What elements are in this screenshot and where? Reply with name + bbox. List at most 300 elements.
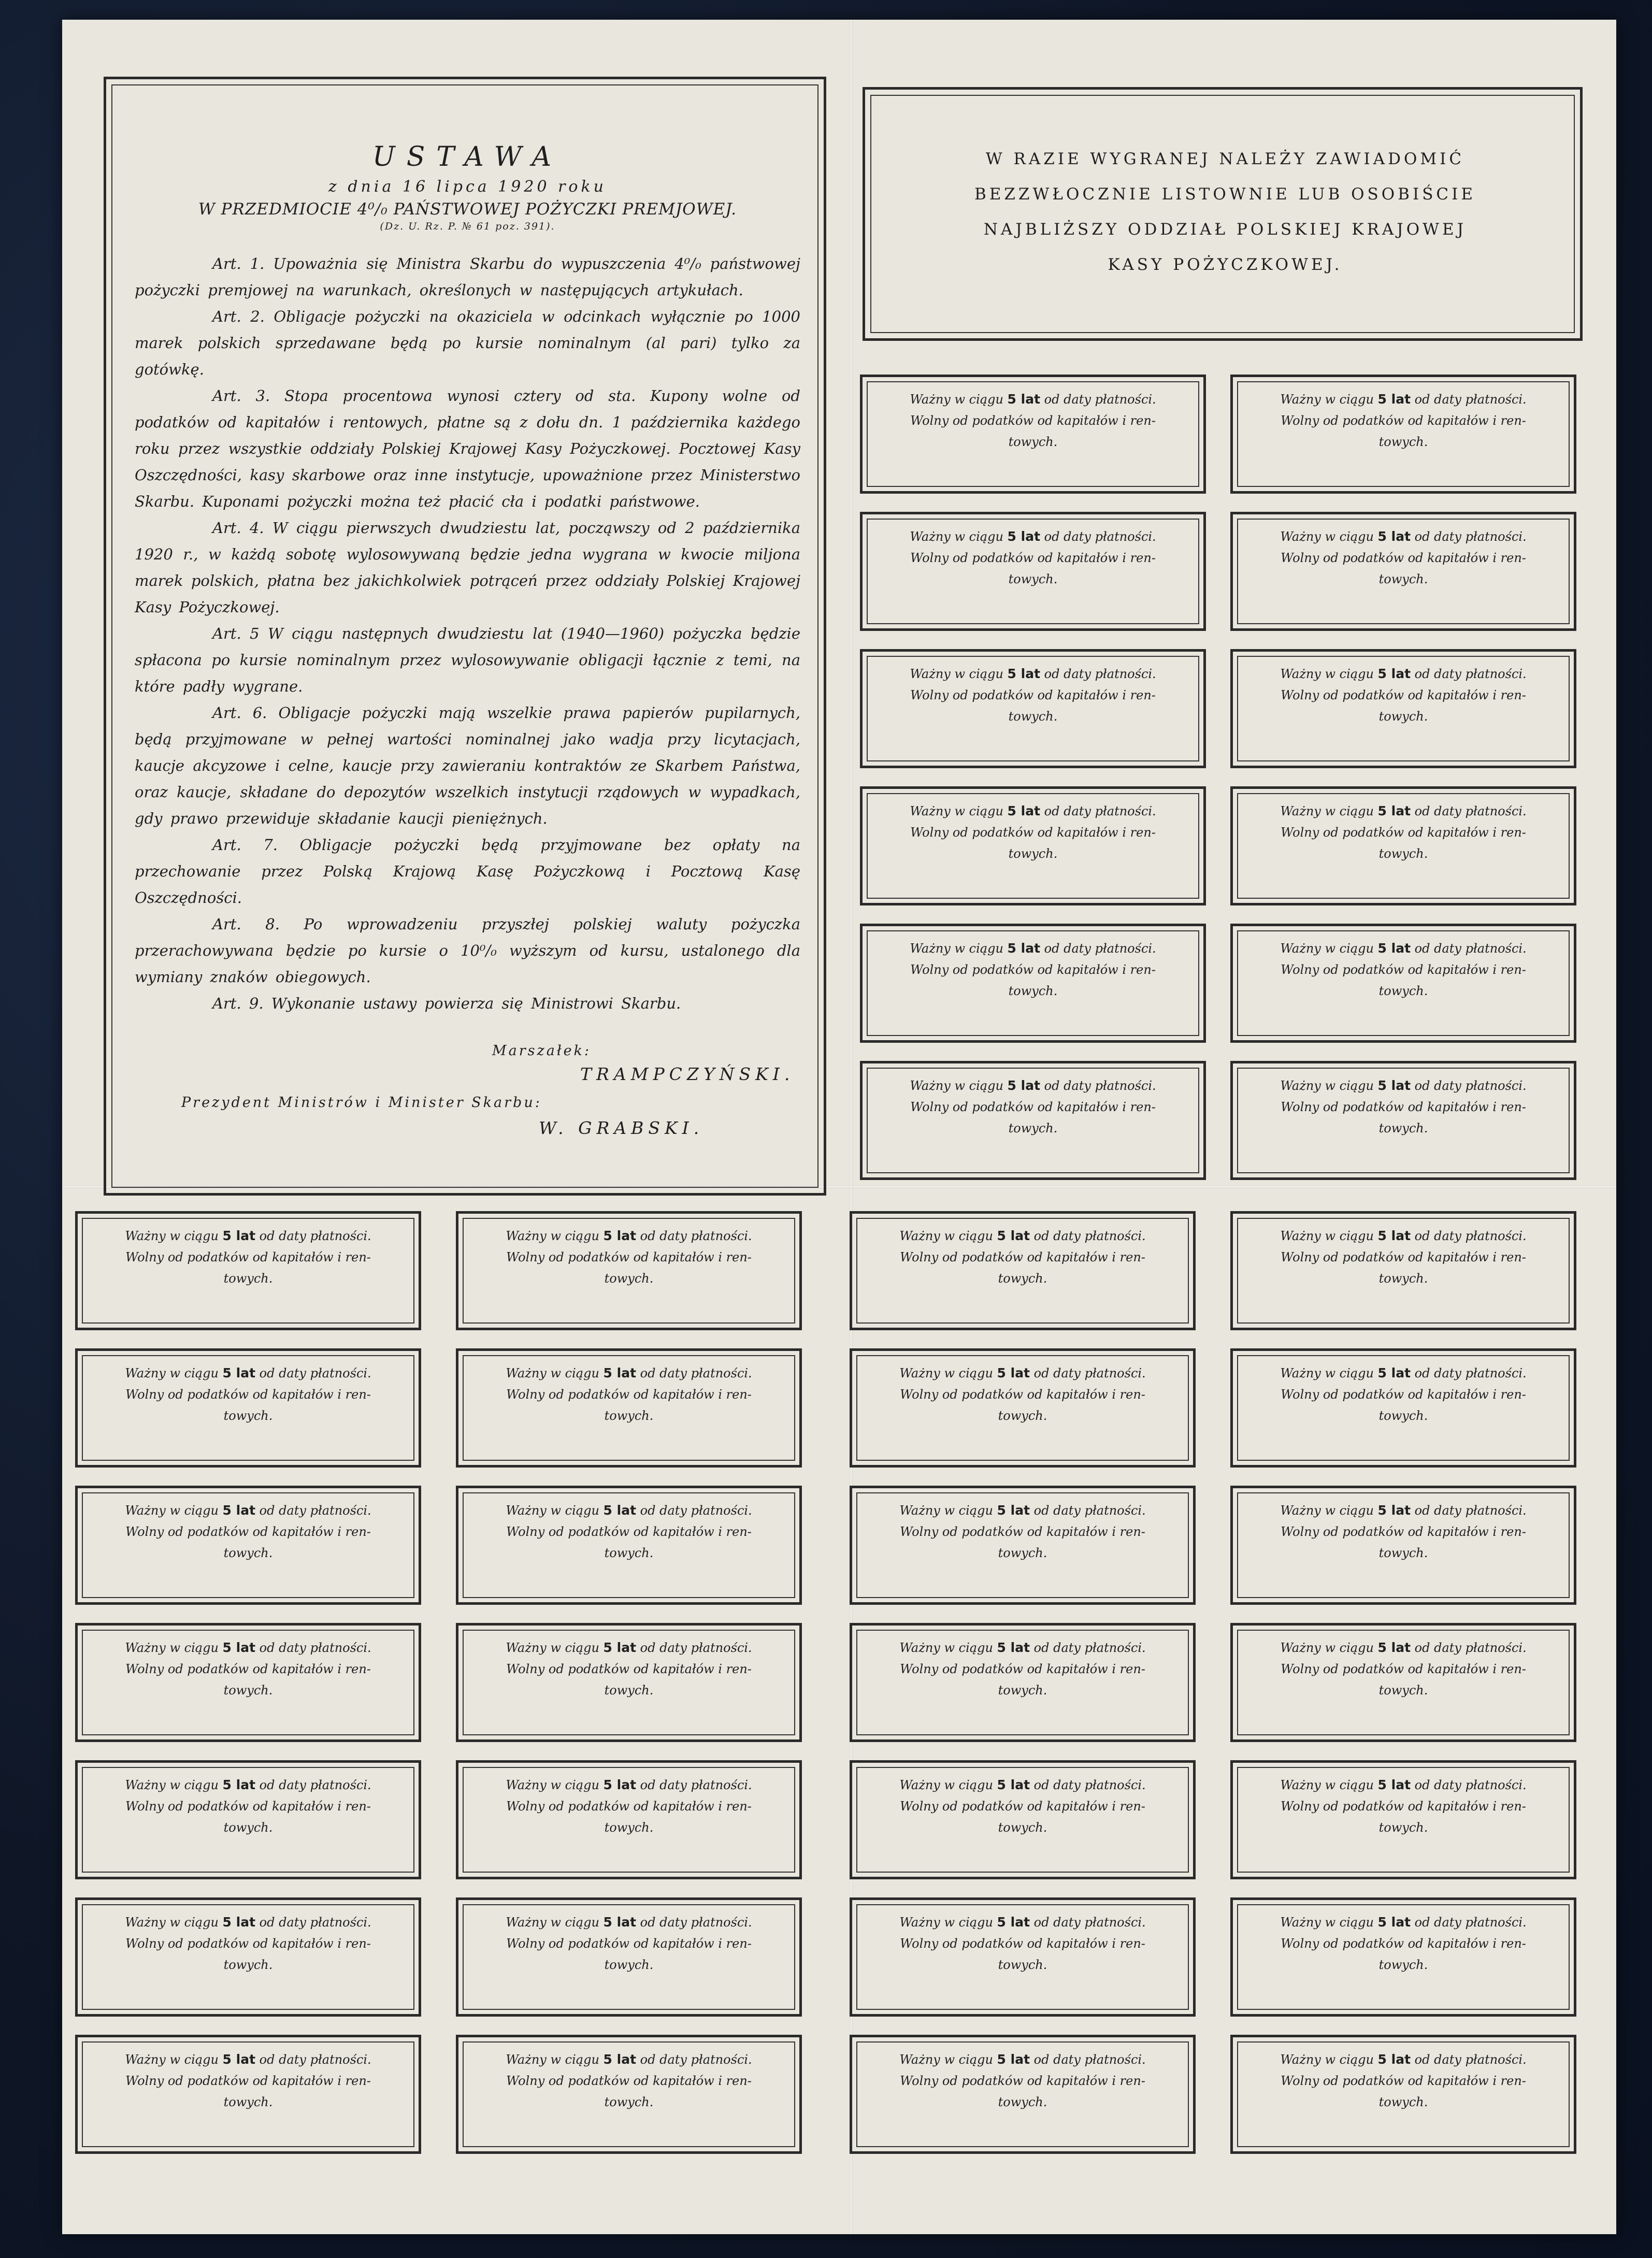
coupon-validity-years: 5 lat [603, 1365, 637, 1380]
coupon-bottom-r1-c2 [456, 1211, 802, 1330]
coupon-text [860, 1637, 1185, 1701]
coupon-validity-prefix: Ważny w ciągu [1280, 529, 1378, 544]
coupon-text [871, 389, 1195, 453]
coupon-validity-years: 5 lat [1377, 803, 1411, 818]
coupon-line-1 [86, 1500, 410, 1521]
coupon-line-3: towych. [1008, 984, 1058, 998]
coupon-validity-prefix: Ważny w ciągu [899, 1503, 997, 1518]
coupon-text [860, 1225, 1185, 1289]
coupon-line-1 [860, 1774, 1185, 1796]
coupon-line-1 [860, 1362, 1185, 1384]
coupon-line-2: Wolny od podatków od kapitałów i ren- [506, 1662, 752, 1676]
coupon-validity-years: 5 lat [222, 1640, 256, 1655]
coupon-line-2: Wolny od podatków od kapitałów i ren- [1281, 825, 1526, 840]
coupon-line-2: Wolny od podatków od kapitałów i ren- [506, 1799, 752, 1814]
coupon-validity-suffix: od daty płatności. [1030, 1778, 1146, 1792]
coupon-bottom-r6-c1 [75, 1897, 421, 2017]
coupon-line-3: towych. [1378, 1546, 1428, 1560]
coupon-line-1 [467, 1225, 791, 1247]
coupon-text [86, 1225, 410, 1289]
coupon-bottom-r3-c4 [1230, 1486, 1576, 1605]
coupon-line-2: Wolny od podatków od kapitałów i ren- [1281, 2074, 1526, 2088]
coupon-validity-prefix: Ważny w ciągu [125, 1641, 223, 1655]
coupon-line-2: Wolny od podatków od kapitałów i ren- [506, 1250, 752, 1264]
coupon-validity-years: 5 lat [1377, 1365, 1411, 1380]
coupon-validity-years: 5 lat [997, 2052, 1030, 2067]
coupon-line-1 [1241, 389, 1565, 410]
coupon-line-3: towych. [223, 1546, 273, 1560]
coupon-validity-suffix: od daty płatności. [636, 1503, 752, 1518]
coupon-text [86, 1774, 410, 1838]
coupon-validity-years: 5 lat [603, 1915, 637, 1930]
coupon-line-2: Wolny od podatków od kapitałów i ren- [1281, 1524, 1526, 1539]
coupon-line-1 [1241, 800, 1565, 822]
coupon-validity-suffix: od daty płatności. [1411, 941, 1527, 956]
coupon-validity-suffix: od daty płatności. [1030, 1229, 1146, 1243]
coupon-text [871, 663, 1195, 727]
coupon-validity-prefix: Ważny w ciągu [1280, 392, 1378, 407]
coupon-bottom-r2-c4 [1230, 1348, 1576, 1468]
coupon-line-2: Wolny od podatków od kapitałów i ren- [1281, 1662, 1526, 1676]
signature-name-minister: W. GRABSKI. [539, 1118, 704, 1138]
coupon-validity-years: 5 lat [1377, 1777, 1411, 1792]
coupon-validity-years: 5 lat [1007, 392, 1041, 407]
coupon-text [860, 1362, 1185, 1427]
coupon-validity-prefix: Ważny w ciągu [899, 1915, 997, 1930]
coupon-line-3: towych. [604, 1683, 654, 1698]
coupon-text [467, 1637, 791, 1701]
coupon-text [1241, 1911, 1565, 1976]
coupon-line-3: towych. [1008, 1121, 1058, 1135]
coupon-text [1241, 1500, 1565, 1564]
coupon-line-3: towych. [1008, 846, 1058, 861]
coupon-line-1 [1241, 1500, 1565, 1521]
coupon-text [1241, 2049, 1565, 2113]
coupon-top-r6-c4 [1230, 1061, 1576, 1180]
coupon-validity-years: 5 lat [1377, 529, 1411, 544]
coupon-text [86, 1911, 410, 1976]
coupon-bottom-r2-c3 [850, 1348, 1196, 1468]
coupon-validity-years: 5 lat [997, 1777, 1030, 1792]
coupon-bottom-r7-c4 [1230, 2035, 1576, 2154]
coupon-line-1 [467, 2049, 791, 2070]
coupon-line-3: towych. [998, 1546, 1047, 1560]
coupon-validity-prefix: Ważny w ciągu [1280, 804, 1378, 818]
coupon-validity-years: 5 lat [603, 1503, 637, 1518]
coupon-line-1 [871, 526, 1195, 548]
coupon-line-3: towych. [998, 1958, 1047, 1972]
signatures [135, 1043, 800, 1138]
article-2: Art. 2. Obligacje pożyczki na okaziciela w odcinkach wyłącznie po 1000 marek polskich sprzedawane będą po kursie nominalnym (al pari) tylko za gotówkę. [135, 308, 800, 378]
article-9: Art. 9. Wykonanie ustawy powierza się Ministrowi Skarbu. [212, 995, 681, 1012]
coupon-bottom-r4-c2 [456, 1623, 802, 1742]
coupon-validity-suffix: od daty płatności. [636, 1229, 752, 1243]
coupon-bottom-r7-c3 [850, 2035, 1196, 2154]
coupon-validity-prefix: Ważny w ciągu [910, 667, 1008, 681]
coupon-line-1 [1241, 526, 1565, 548]
coupon-validity-prefix: Ważny w ciągu [1280, 1078, 1378, 1093]
coupon-line-1 [871, 800, 1195, 822]
coupon-top-r4-c3 [860, 786, 1206, 905]
coupon-validity-prefix: Ważny w ciągu [506, 1229, 604, 1243]
coupon-validity-prefix: Ważny w ciągu [899, 1778, 997, 1792]
signature-name-marshal: TRAMPCZYŃSKI. [580, 1064, 795, 1084]
coupon-validity-suffix: od daty płatności. [1411, 392, 1527, 407]
coupon-line-3: towych. [998, 1408, 1047, 1423]
coupon-line-3: towych. [223, 1683, 273, 1698]
coupon-line-1 [871, 1075, 1195, 1097]
coupon-bottom-r7-c1 [75, 2035, 421, 2154]
coupon-text [1241, 1774, 1565, 1838]
coupon-validity-years: 5 lat [1007, 529, 1041, 544]
coupon-validity-suffix: od daty płatności. [1411, 1078, 1527, 1093]
coupon-validity-suffix: od daty płatności. [1411, 1366, 1527, 1380]
coupon-validity-prefix: Ważny w ciągu [899, 2052, 997, 2067]
coupon-top-r6-c3 [860, 1061, 1206, 1180]
coupon-bottom-r1-c4 [1230, 1211, 1576, 1330]
coupon-validity-years: 5 lat [1007, 803, 1041, 818]
coupon-validity-prefix: Ważny w ciągu [1280, 667, 1378, 681]
coupon-line-1 [860, 2049, 1185, 2070]
coupon-line-3: towych. [1008, 572, 1058, 586]
coupon-text [860, 1500, 1185, 1564]
article-8: Art. 8. Po wprowadzeniu przyszłej polskiej waluty pożyczka przerachowywana będzie po kursie o 10⁰/₀ wyższym od kursu, ustalonego dla wymiany znaków obiegowych. [135, 915, 800, 986]
coupon-line-3: towych. [1378, 1408, 1428, 1423]
notice-line-4: KASY POŻYCZKOWEJ. [1108, 255, 1343, 274]
coupon-line-3: towych. [223, 2095, 273, 2109]
coupon-text [860, 1911, 1185, 1976]
coupon-line-1 [467, 1500, 791, 1521]
coupon-line-2: Wolny od podatków od kapitałów i ren- [1281, 1936, 1526, 1951]
coupon-line-1 [86, 1637, 410, 1659]
coupon-validity-suffix: od daty płatności. [1411, 529, 1527, 544]
notice-line-2: BEZZWŁOCZNIE LISTOWNIE LUB OSOBIŚCIE [974, 185, 1476, 204]
coupon-validity-prefix: Ważny w ciągu [506, 1503, 604, 1518]
coupon-line-2: Wolny od podatków od kapitałów i ren- [910, 962, 1156, 977]
coupon-text [467, 2049, 791, 2113]
coupon-validity-years: 5 lat [997, 1228, 1030, 1243]
coupon-validity-suffix: od daty płatności. [1040, 941, 1156, 956]
coupon-line-2: Wolny od podatków od kapitałów i ren- [1281, 1250, 1526, 1264]
coupon-line-2: Wolny od podatków od kapitałów i ren- [910, 413, 1156, 428]
coupon-validity-years: 5 lat [997, 1503, 1030, 1518]
coupon-text [860, 2049, 1185, 2113]
coupon-bottom-r2-c2 [456, 1348, 802, 1468]
coupon-bottom-r5-c2 [456, 1760, 802, 1879]
coupon-validity-suffix: od daty płatności. [1411, 1229, 1527, 1243]
coupon-line-2: Wolny od podatków od kapitałów i ren- [1281, 1387, 1526, 1402]
coupon-line-2: Wolny od podatków od kapitałów i ren- [1281, 688, 1526, 702]
article-1: Art. 1. Upoważnia się Ministra Skarbu do wypuszczenia 4⁰/₀ państwowej pożyczki premjowej na warunkach, określonych w następujących artykułach. [135, 255, 800, 299]
coupon-text [86, 1637, 410, 1701]
coupon-top-r2-c4 [1230, 512, 1576, 631]
coupon-line-1 [1241, 1075, 1565, 1097]
coupon-validity-prefix: Ważny w ciągu [125, 1366, 223, 1380]
coupon-line-1 [86, 1911, 410, 1933]
coupon-bottom-r1-c1 [75, 1211, 421, 1330]
coupon-validity-years: 5 lat [1377, 1915, 1411, 1930]
coupon-line-1 [871, 389, 1195, 410]
coupon-top-r5-c4 [1230, 924, 1576, 1043]
coupon-validity-suffix: od daty płatności. [636, 2052, 752, 2067]
coupon-line-2: Wolny od podatków od kapitałów i ren- [125, 1799, 371, 1814]
coupon-text [871, 1075, 1195, 1139]
coupon-line-1 [86, 1225, 410, 1247]
coupon-top-r1-c4 [1230, 375, 1576, 494]
coupon-line-2: Wolny od podatków od kapitałów i ren- [1281, 551, 1526, 565]
coupon-line-1 [1241, 663, 1565, 685]
coupon-text [86, 1500, 410, 1564]
coupon-bottom-r3-c1 [75, 1486, 421, 1605]
coupon-text [467, 1500, 791, 1564]
coupon-validity-years: 5 lat [997, 1915, 1030, 1930]
coupon-validity-suffix: od daty płatności. [1030, 1641, 1146, 1655]
coupon-bottom-r4-c1 [75, 1623, 421, 1742]
coupon-line-2: Wolny od podatków od kapitałów i ren- [125, 1662, 371, 1676]
prize-notice-box [863, 87, 1583, 341]
coupon-bottom-r5-c3 [850, 1760, 1196, 1879]
law-text-box [104, 77, 826, 1196]
coupon-validity-suffix: od daty płatności. [255, 1366, 371, 1380]
coupon-text [871, 938, 1195, 1002]
coupon-validity-prefix: Ważny w ciągu [1280, 2052, 1378, 2067]
coupon-text [871, 800, 1195, 865]
notice-line-1: W RAZIE WYGRANEJ NALEŻY ZAWIADOMIĆ [985, 150, 1465, 168]
coupon-bottom-r4-c3 [850, 1623, 1196, 1742]
coupon-validity-years: 5 lat [222, 1777, 256, 1792]
coupon-line-1 [1241, 1225, 1565, 1247]
coupon-validity-prefix: Ważny w ciągu [1280, 1915, 1378, 1930]
coupon-validity-suffix: od daty płatności. [1411, 804, 1527, 818]
coupon-validity-prefix: Ważny w ciągu [506, 1915, 604, 1930]
coupon-line-1 [1241, 2049, 1565, 2070]
coupon-line-1 [1241, 938, 1565, 959]
coupon-validity-years: 5 lat [1377, 1078, 1411, 1093]
article-5: Art. 5 W ciągu następnych dwudziestu lat (1940—1960) pożyczka będzie spłacona po kursie nominalnym przez wylosowywanie obligacji łącznie z temi, na które padły wygrane. [135, 625, 800, 695]
coupon-validity-prefix: Ważny w ciągu [910, 1078, 1008, 1093]
coupon-validity-suffix: od daty płatności. [1030, 1503, 1146, 1518]
coupon-line-3: towych. [1378, 846, 1428, 861]
coupon-validity-suffix: od daty płatności. [255, 1229, 371, 1243]
coupon-validity-suffix: od daty płatności. [636, 1915, 752, 1930]
coupon-validity-suffix: od daty płatności. [1040, 1078, 1156, 1093]
article-7: Art. 7. Obligacje pożyczki będą przyjmowane bez opłaty na przechowanie przez Polską Krajową Kasę Pożyczkową i Pocztową Kasę Oszczędności. [135, 836, 800, 907]
coupon-line-3: towych. [604, 1546, 654, 1560]
coupon-validity-suffix: od daty płatności. [1411, 2052, 1527, 2067]
coupon-line-2: Wolny od podatków od kapitałów i ren- [1281, 1799, 1526, 1814]
coupon-line-3: towych. [223, 1958, 273, 1972]
coupon-line-3: towych. [1378, 572, 1428, 586]
coupon-validity-prefix: Ważny w ciągu [506, 1641, 604, 1655]
prize-notice-text [896, 141, 1554, 282]
coupon-validity-prefix: Ważny w ciągu [506, 1778, 604, 1792]
coupon-line-2: Wolny od podatków od kapitałów i ren- [125, 1524, 371, 1539]
coupon-validity-years: 5 lat [603, 1777, 637, 1792]
coupon-line-3: towych. [1378, 709, 1428, 724]
coupon-line-3: towych. [604, 2095, 654, 2109]
coupon-validity-suffix: od daty płatności. [1040, 804, 1156, 818]
coupon-text [467, 1774, 791, 1838]
coupon-text [1241, 389, 1565, 453]
coupon-bottom-r4-c4 [1230, 1623, 1576, 1742]
coupon-validity-prefix: Ważny w ciągu [899, 1366, 997, 1380]
coupon-line-1 [1241, 1362, 1565, 1384]
coupon-text [1241, 938, 1565, 1002]
coupon-line-2: Wolny od podatków od kapitałów i ren- [1281, 413, 1526, 428]
coupon-line-3: towych. [604, 1820, 654, 1835]
coupon-line-3: towych. [1008, 435, 1058, 449]
coupon-validity-suffix: od daty płatności. [1411, 667, 1527, 681]
coupon-validity-years: 5 lat [1377, 1640, 1411, 1655]
coupon-validity-prefix: Ważny w ciągu [899, 1229, 997, 1243]
coupon-line-3: towych. [1378, 1820, 1428, 1835]
coupon-bottom-r6-c2 [456, 1897, 802, 2017]
coupon-line-1 [860, 1637, 1185, 1659]
coupon-validity-prefix: Ważny w ciągu [1280, 1778, 1378, 1792]
signature-role-minister: Prezydent Ministrów i Minister Skarbu: [181, 1095, 542, 1111]
coupon-line-3: towych. [1378, 984, 1428, 998]
coupon-line-1 [467, 1637, 791, 1659]
coupon-validity-years: 5 lat [603, 2052, 637, 2067]
coupon-validity-prefix: Ważny w ciągu [506, 2052, 604, 2067]
coupon-validity-years: 5 lat [222, 1365, 256, 1380]
coupon-line-1 [86, 1362, 410, 1384]
coupon-validity-prefix: Ważny w ciągu [910, 529, 1008, 544]
coupon-bottom-r6-c3 [850, 1897, 1196, 2017]
coupon-line-3: towych. [223, 1820, 273, 1835]
coupon-line-3: towych. [998, 2095, 1047, 2109]
coupon-line-1 [860, 1500, 1185, 1521]
coupon-validity-suffix: od daty płatności. [1030, 1915, 1146, 1930]
coupon-line-1 [467, 1362, 791, 1384]
coupon-top-r4-c4 [1230, 786, 1576, 905]
coupon-line-3: towych. [1378, 1271, 1428, 1286]
coupon-validity-suffix: od daty płatności. [255, 1778, 371, 1792]
coupon-validity-years: 5 lat [222, 1503, 256, 1518]
coupon-line-3: towych. [998, 1271, 1047, 1286]
coupon-validity-prefix: Ważny w ciągu [125, 1503, 223, 1518]
coupon-validity-years: 5 lat [997, 1640, 1030, 1655]
coupon-line-3: towych. [223, 1271, 273, 1286]
coupon-validity-suffix: od daty płatności. [636, 1641, 752, 1655]
coupon-validity-suffix: od daty płatności. [1030, 1366, 1146, 1380]
coupon-line-2: Wolny od podatków od kapitałów i ren- [900, 1662, 1145, 1676]
coupon-text [467, 1362, 791, 1427]
coupon-top-r1-c3 [860, 375, 1206, 494]
coupon-text [1241, 1362, 1565, 1427]
coupon-validity-suffix: od daty płatności. [1040, 392, 1156, 407]
coupon-text [1241, 1225, 1565, 1289]
coupon-bottom-r6-c4 [1230, 1897, 1576, 2017]
coupon-line-2: Wolny od podatków od kapitałów i ren- [125, 1250, 371, 1264]
coupon-validity-suffix: od daty płatności. [1040, 529, 1156, 544]
coupon-line-3: towych. [998, 1820, 1047, 1835]
coupon-validity-suffix: od daty płatności. [1411, 1641, 1527, 1655]
law-reference: (Dz. U. Rz. P. № 61 poz. 391). [380, 221, 555, 232]
coupon-validity-prefix: Ważny w ciągu [125, 1915, 223, 1930]
coupon-top-r3-c4 [1230, 649, 1576, 768]
coupon-validity-suffix: od daty płatności. [1411, 1778, 1527, 1792]
coupon-validity-years: 5 lat [1007, 666, 1041, 681]
coupon-text [1241, 1075, 1565, 1139]
coupon-validity-years: 5 lat [1377, 1503, 1411, 1518]
coupon-top-r3-c3 [860, 649, 1206, 768]
coupon-line-3: towych. [998, 1683, 1047, 1698]
coupon-validity-prefix: Ważny w ciągu [910, 392, 1008, 407]
coupon-line-2: Wolny od podatków od kapitałów i ren- [900, 1799, 1145, 1814]
coupon-validity-years: 5 lat [1377, 392, 1411, 407]
coupon-validity-years: 5 lat [603, 1640, 637, 1655]
coupon-line-2: Wolny od podatków od kapitałów i ren- [506, 1524, 752, 1539]
coupon-line-2: Wolny od podatków od kapitałów i ren- [1281, 1100, 1526, 1114]
coupon-validity-suffix: od daty płatności. [636, 1778, 752, 1792]
coupon-validity-years: 5 lat [1377, 666, 1411, 681]
coupon-bottom-r3-c3 [850, 1486, 1196, 1605]
coupon-line-3: towych. [604, 1958, 654, 1972]
coupon-validity-years: 5 lat [222, 1915, 256, 1930]
article-6: Art. 6. Obligacje pożyczki mają wszelkie prawa papierów pupilarnych, będą przyjmowane w pełnej wartości nominalnej jako wadja przy licytacjach, kaucje akcyzowe i celne, kaucje przy zawieraniu kontraktów ze Skarbem Państwa, oraz kaucje, składane do depozytów wszelkich instytucji rządowych w wypadkach, gdy prawo przewiduje składanie kaucji pieniężnych. [135, 704, 800, 827]
coupon-validity-years: 5 lat [1377, 941, 1411, 956]
coupon-validity-suffix: od daty płatności. [1030, 2052, 1146, 2067]
law-content [135, 131, 800, 1138]
coupon-bottom-r7-c2 [456, 2035, 802, 2154]
coupon-line-1 [86, 2049, 410, 2070]
coupon-line-2: Wolny od podatków od kapitałów i ren- [910, 825, 1156, 840]
coupon-line-1 [1241, 1637, 1565, 1659]
coupon-line-2: Wolny od podatków od kapitałów i ren- [910, 551, 1156, 565]
coupon-validity-suffix: od daty płatności. [636, 1366, 752, 1380]
coupon-line-2: Wolny od podatków od kapitałów i ren- [900, 1387, 1145, 1402]
coupon-text [1241, 663, 1565, 727]
signature-role-marshal: Marszałek: [492, 1043, 592, 1059]
coupon-validity-prefix: Ważny w ciągu [910, 941, 1008, 956]
coupon-validity-suffix: od daty płatności. [1411, 1915, 1527, 1930]
article-4: Art. 4. W ciągu pierwszych dwudziestu lat, począwszy od 2 października 1920 r., w każdą sobotę wylosowywaną będzie jedna wygrana w kwocie miljona marek polskich, płatna bez jakichkolwiek potrąceń przez oddziały Polskiej Krajowej Kasy Pożyczkowej. [135, 519, 800, 616]
coupon-line-2: Wolny od podatków od kapitałów i ren- [900, 2074, 1145, 2088]
article-3: Art. 3. Stopa procentowa wynosi cztery od sta. Kupony wolne od podatków od kapitałów i rentowych, płatne są z dołu dn. 1 października każdego roku przez wszystkie oddziały Polskiej Krajowej Kasy Pożyczkowej. Pocztowej Kasy Oszczędności, kasy skarbowe oraz inne instytucje, upoważnione przez Ministerstwo Skarbu. Kuponami pożyczki można też płacić cła i podatki państwowe. [135, 387, 800, 510]
coupon-line-2: Wolny od podatków od kapitałów i ren- [125, 2074, 371, 2088]
coupon-bottom-r3-c2 [456, 1486, 802, 1605]
coupon-line-2: Wolny od podatków od kapitałów i ren- [900, 1250, 1145, 1264]
coupon-line-2: Wolny od podatków od kapitałów i ren- [910, 1100, 1156, 1114]
coupon-line-1 [467, 1774, 791, 1796]
coupon-validity-suffix: od daty płatności. [255, 1503, 371, 1518]
coupon-text [467, 1225, 791, 1289]
coupon-line-3: towych. [1378, 435, 1428, 449]
bond-sheet [62, 20, 1616, 2234]
coupon-bottom-r5-c4 [1230, 1760, 1576, 1879]
coupon-validity-years: 5 lat [997, 1365, 1030, 1380]
coupon-text [1241, 800, 1565, 865]
coupon-line-3: towych. [1378, 1683, 1428, 1698]
law-title: USTAWA [372, 141, 563, 172]
coupon-line-3: towych. [1378, 2095, 1428, 2109]
coupon-line-1 [871, 938, 1195, 959]
coupon-line-1 [86, 1774, 410, 1796]
coupon-bottom-r5-c1 [75, 1760, 421, 1879]
coupon-line-2: Wolny od podatków od kapitałów i ren- [506, 2074, 752, 2088]
coupon-validity-suffix: od daty płatności. [255, 1915, 371, 1930]
coupon-line-3: towych. [604, 1271, 654, 1286]
coupon-line-3: towych. [604, 1408, 654, 1423]
coupon-validity-prefix: Ważny w ciągu [1280, 1641, 1378, 1655]
coupon-validity-prefix: Ważny w ciągu [1280, 941, 1378, 956]
coupon-line-2: Wolny od podatków od kapitałów i ren- [506, 1387, 752, 1402]
coupon-text [467, 1911, 791, 1976]
coupon-line-1 [871, 663, 1195, 685]
coupon-line-2: Wolny od podatków od kapitałów i ren- [1281, 962, 1526, 977]
coupon-validity-suffix: od daty płatności. [1411, 1503, 1527, 1518]
